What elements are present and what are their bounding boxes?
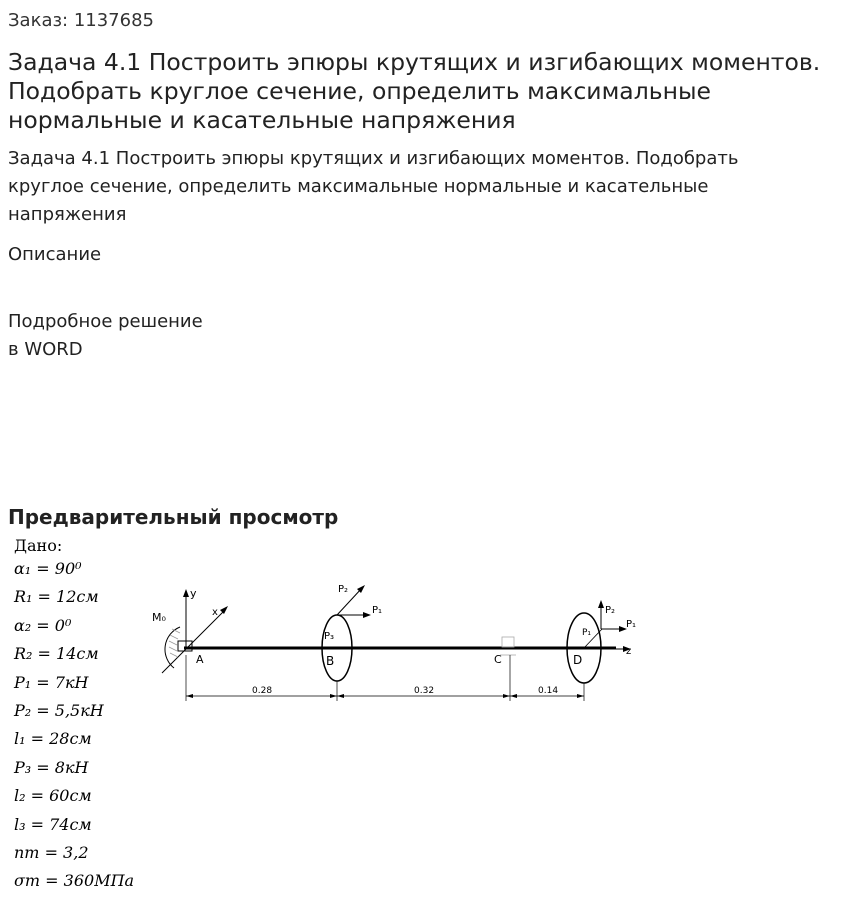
given-label: Дано:: [14, 536, 63, 555]
point-d-label: D: [573, 653, 583, 667]
force-p1-d-small-label: P₁: [582, 628, 592, 638]
dim-arrow: [186, 694, 193, 698]
x-axis-label: x: [212, 607, 218, 618]
force-p3-label: P₃: [324, 631, 335, 642]
point-a-label: A: [196, 653, 204, 666]
dim-arrow: [510, 694, 517, 698]
dim-arrow: [503, 694, 510, 698]
force-p2-label: P₂: [338, 584, 349, 595]
given-item: σт = 360МПа: [14, 871, 135, 891]
given-item: nт = 3,2: [14, 842, 89, 862]
point-c-label: C: [494, 653, 502, 666]
point-b-label: B: [326, 654, 335, 668]
dim-arrow: [330, 694, 337, 698]
force-p2-d-label: P₂: [605, 605, 616, 616]
y-axis-arrow: [183, 589, 189, 597]
page-title: Задача 4.1 Построить эпюры крутящих и изгибающих моментов. Подобрать круглое сечение, определить максимальные нормальные и касательные напряжения: [8, 48, 821, 134]
order-number: Заказ: 1137685: [8, 10, 154, 31]
given-item: α₂ = 0⁰: [14, 615, 72, 635]
given-item: P₁ = 7кН: [14, 672, 89, 692]
force-p1-d-label: P₁: [626, 619, 637, 630]
description-heading: Описание: [8, 244, 102, 265]
y-axis-label: y: [190, 587, 197, 600]
x-axis-arrow: [220, 606, 228, 614]
shaft-diagram: [140, 575, 650, 710]
given-item: R₂ = 14см: [14, 644, 99, 664]
moment-label: M₀: [152, 611, 166, 624]
given-item: P₃ = 8кН: [14, 757, 89, 777]
task-description: Задача 4.1 Построить эпюры крутящих и изгибающих моментов. Подобрать круглое сечение, определить максимальные нормальные и касательные напряжения: [8, 148, 739, 225]
given-item: l₂ = 60см: [14, 786, 92, 806]
solution-note: [8, 308, 203, 364]
force-p1-b-label: P₁: [372, 605, 383, 616]
dim-arrow: [337, 694, 344, 698]
solution-line: в WORD: [8, 339, 83, 360]
force-p2-d-arrow: [598, 600, 604, 608]
dim-label: 0.14: [538, 686, 559, 696]
dim-arrow: [577, 694, 584, 698]
given-item: R₁ = 12см: [14, 587, 99, 607]
z-axis-label: z: [626, 646, 632, 657]
given-item: α₁ = 90⁰: [14, 559, 82, 578]
given-data: [14, 536, 134, 900]
preview-heading: Предварительный просмотр: [8, 505, 339, 529]
given-item: l₁ = 28см: [14, 729, 92, 749]
force-p1-arrow: [363, 612, 371, 618]
dim-label: 0.32: [414, 686, 435, 696]
dim-label: 0.28: [252, 686, 273, 696]
solution-line: Подробное решение: [8, 311, 203, 332]
given-item: l₃ = 74см: [14, 814, 92, 834]
support-c: [502, 637, 514, 647]
given-item: P₂ = 5,5кН: [14, 700, 104, 720]
